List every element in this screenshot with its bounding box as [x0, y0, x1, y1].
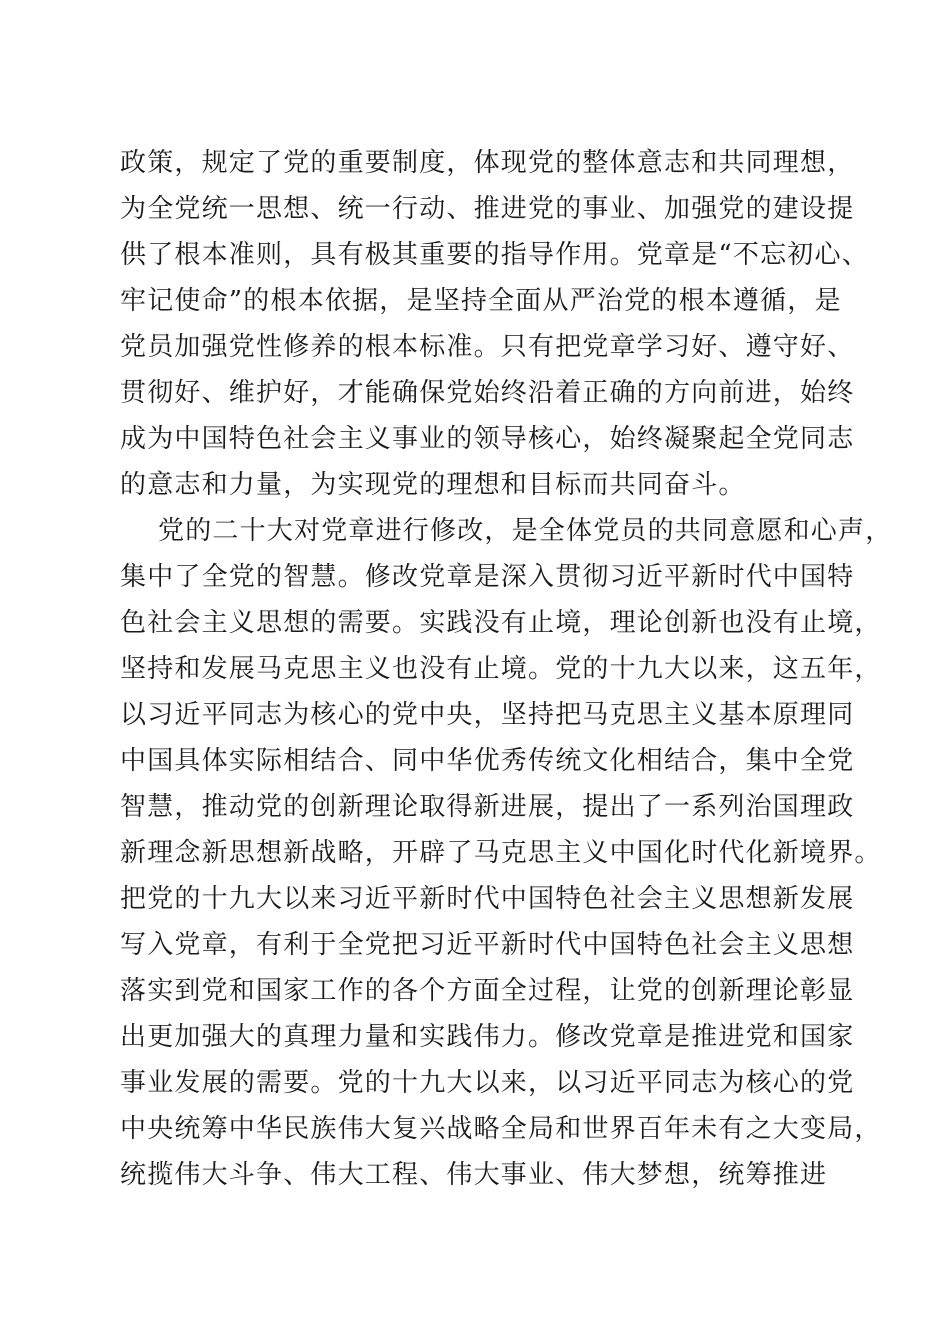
- text-line: 出更加强大的真理力量和实践伟力。修改党章是推进党和国家: [120, 1022, 855, 1052]
- text-line: 政策，规定了党的重要制度，体现党的整体意志和共同理想，: [120, 148, 855, 178]
- text-line: 中国具体实际相结合、同中华优秀传统文化相结合，集中全党: [120, 746, 855, 776]
- text-line: 为全党统一思想、统一行动、推进党的事业、加强党的建设提: [120, 194, 855, 224]
- text-line: 智慧，推动党的创新理论取得新进展，提出了一系列治国理政: [120, 792, 855, 822]
- text-line: 落实到党和国家工作的各个方面全过程，让党的创新理论彰显: [120, 976, 855, 1006]
- text-line: 新理念新思想新战略，开辟了马克思主义中国化时代化新境界。: [120, 838, 882, 868]
- text-line: 成为中国特色社会主义事业的领导核心，始终凝聚起全党同志: [120, 424, 855, 454]
- text-line: 党员加强党性修养的根本标准。只有把党章学习好、遵守好、: [120, 332, 855, 362]
- text-line: 供了根本准则，具有极其重要的指导作用。党章是“不忘初心、: [120, 240, 869, 270]
- paragraph-first-line: 党的二十大对党章进行修改，是全体党员的共同意愿和心声，: [158, 516, 893, 546]
- text-line: 贯彻好、维护好，才能确保党始终沿着正确的方向前进，始终: [120, 378, 855, 408]
- body-text: [120, 140, 893, 1198]
- text-line: 坚持和发展马克思主义也没有止境。党的十九大以来，这五年，: [120, 654, 882, 684]
- text-line: 色社会主义思想的需要。实践没有止境，理论创新也没有止境，: [120, 608, 882, 638]
- text-line: 中央统筹中华民族伟大复兴战略全局和世界百年未有之大变局，: [120, 1114, 882, 1144]
- text-line: 的意志和力量，为实现党的理想和目标而共同奋斗。: [120, 470, 746, 500]
- text-line: 集中了全党的智慧。修改党章是深入贯彻习近平新时代中国特: [120, 562, 855, 592]
- text-line: 把党的十九大以来习近平新时代中国特色社会主义思想新发展: [120, 884, 855, 914]
- text-line: 牢记使命”的根本依据，是坚持全面从严治党的根本遵循，是: [120, 286, 842, 316]
- text-line: 统揽伟大斗争、伟大工程、伟大事业、伟大梦想，统筹推进: [120, 1160, 828, 1190]
- text-line: 事业发展的需要。党的十九大以来，以习近平同志为核心的党: [120, 1068, 855, 1098]
- text-line: 写入党章，有利于全党把习近平新时代中国特色社会主义思想: [120, 930, 855, 960]
- text-line: 以习近平同志为核心的党中央，坚持把马克思主义基本原理同: [120, 700, 855, 730]
